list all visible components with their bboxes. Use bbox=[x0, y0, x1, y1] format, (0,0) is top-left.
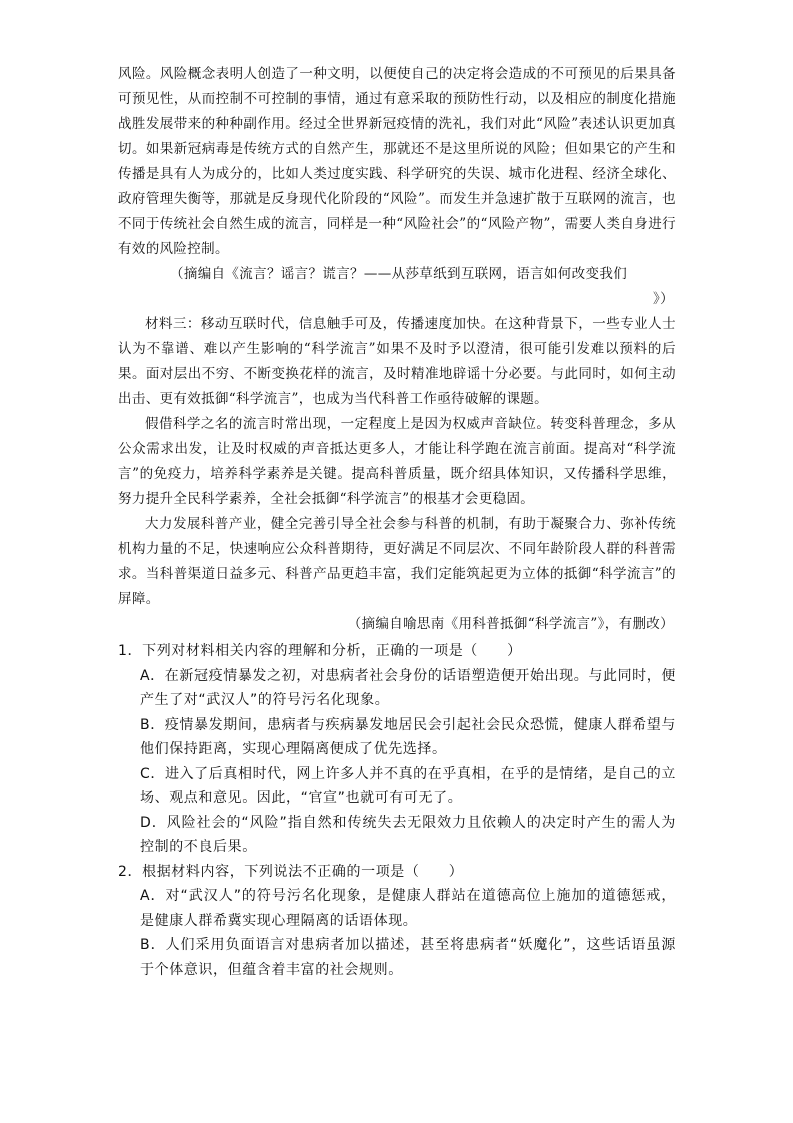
passage-paragraph-1: 风险。风险概念表明人创造了一种文明，以便使自己的决定将会造成的不可预见的后果具备可预见性，从而控制不可控制的事情，通过有意采取的预防性行动，以及相应的制度化措施战胜发展带来的种种副作用。经过全世界新冠疫情的洗礼，我们对此“风险”表述认识更加真切。如果新冠病毒是传统方式的自然产生，那就还不是这里所说的风险；但如果它的产生和传播是具有人为成分的，比如人类过度实践、科学研究的失误、城市化进程、经济全球化、政府管理失衡等，那就是反身现代化阶段的“风险”。而发生并急速扩散于互联网的流言，也不同于传统社会自然生成的流言，同样是一种“风险社会”的“风险产物”，需要人类自身进行有效的风险控制。 bbox=[118, 66, 676, 257]
question-option-a: A．对“武汉人”的符号污名化现象，是健康人群站在道德高位上施加的道德惩戒，是健康人群希冀实现心理隔离的话语体现。 bbox=[140, 888, 676, 929]
question-option-b: B．人们采用负面语言对患病者加以描述，甚至将患病者“妖魔化”，这些话语虽源于个体意识，但蕴含着丰富的社会规则。 bbox=[140, 937, 676, 978]
source-citation-1: （摘编自《流言？谣言？谎言？——从莎草纸到互联网，语言如何改变我们 bbox=[170, 266, 628, 282]
source-citation-1-end: 》） bbox=[653, 291, 674, 307]
source-citation-2: （摘编自喻思南《用科普抵御“科学流言”》，有删改） bbox=[347, 616, 674, 632]
document-page bbox=[118, 62, 676, 982]
question-2 bbox=[118, 860, 676, 983]
question-option-c: C．进入了后真相时代，网上许多人并不真的在乎真相，在乎的是情绪，是自己的立场、观点和意见。因此，“官宣”也就可有可无了。 bbox=[140, 765, 676, 806]
passage-paragraph-3: 假借科学之名的流言时常出现，一定程度上是因为权威声音缺位。转变科普理念，多从公众需求出发，让及时权威的声音抵达更多人，才能让科学跑在流言前面。提高对“科学流言”的免疫力，培养科学素养是关键。提高科普质量，既介绍具体知识，又传播科学思维，努力提升全民科学素养，全社会抵御“科学流言”的根基才会更稳固。 bbox=[118, 416, 676, 507]
question-option-b: B．疫情暴发期间，患病者与疾病暴发地居民会引起社会民众恐慌，健康人群希望与他们保持距离，实现心理隔离便成了优先选择。 bbox=[140, 716, 676, 757]
question-option-a: A．在新冠疫情暴发之初，对患病者社会身份的话语塑造便开始出现。与此同时，便产生了对“武汉人”的符号污名化现象。 bbox=[140, 667, 676, 708]
question-stem: 1．下列对材料相关内容的理解和分析，正确的一项是（ ） bbox=[118, 643, 522, 659]
question-option-d: D．风险社会的“风险”指自然和传统失去无限效力且依赖人的决定时产生的需人为控制的不良后果。 bbox=[140, 814, 676, 855]
passage-paragraph-material-3: 材料三：移动互联时代，信息触手可及，传播速度加快。在这种背景下，一些专业人士认为不靠谱、难以产生影响的“科学流言”如果不及时予以澄清，很可能引发难以预料的后果。面对层出不穷、不断变换花样的流言，及时精准地辟谣十分必要。与此同时，如何主动出击、更有效抵御“科学流言”，也成为当代科普工作亟待破解的课题。 bbox=[118, 316, 676, 407]
question-1 bbox=[118, 639, 676, 860]
passage-paragraph-4: 大力发展科普产业，健全完善引导全社会参与科普的机制，有助于凝聚合力、弥补传统机构力量的不足，快速响应公众科普期待，更好满足不同层次、不同年龄阶段人群的科普需求。当科普渠道日益多元、科普产品更趋丰富，我们定能筑起更为立体的抵御“科学流言”的屏障。 bbox=[118, 516, 676, 607]
question-stem: 2．根据材料内容，下列说法不正确的一项是（ ） bbox=[118, 863, 464, 880]
